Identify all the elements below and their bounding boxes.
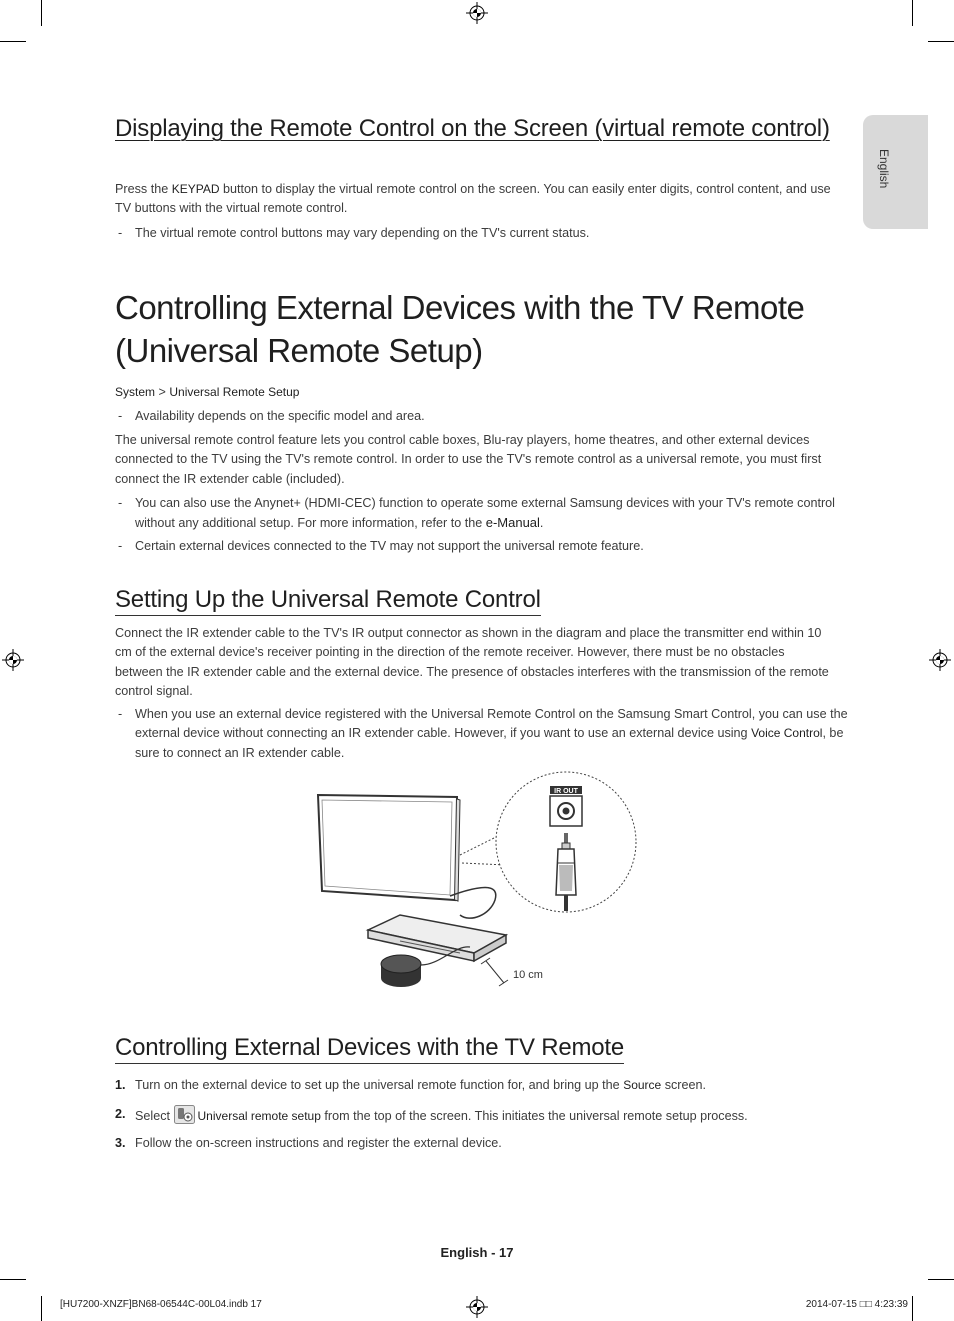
section-heading-controlling-devices: Controlling External Devices with the TV Remote (115, 1034, 624, 1064)
external-device-illustration (368, 915, 506, 961)
ir-out-label: IR OUT (554, 788, 578, 795)
page-number: English - 17 (440, 1245, 514, 1260)
chapter-heading-universal-remote: Controlling External Devices with the TV Remote (Universal Remote Setup) (115, 289, 805, 369)
registration-mark-icon (2, 649, 24, 671)
registration-mark-icon (466, 2, 488, 24)
step-item: 3. Follow the on-screen instructions and register the external device. (115, 1136, 502, 1150)
crop-mark (41, 1296, 42, 1321)
registration-mark-icon (929, 649, 951, 671)
breadcrumb: System > Universal Remote Setup (115, 385, 300, 399)
section-heading-setting-up: Setting Up the Universal Remote Control (115, 586, 541, 616)
keyword-e-manual: e-Manual (485, 515, 540, 531)
step-item: 1. Turn on the external device to set up the universal remote function for, and bring up the Source screen. (115, 1078, 707, 1092)
language-tab-label: English (877, 149, 891, 189)
paragraph-virtual-remote: Press the KEYPAD button to display the virtual remote control on the screen. You can easily enter digits, control content, and use TV buttons with the virtual remote control. (115, 182, 831, 216)
note-virtual-remote: - The virtual remote control buttons may vary depending on the TV's current status. (118, 226, 590, 240)
distance-label: 10 cm (513, 969, 543, 981)
crop-mark (0, 41, 26, 42)
language-tab (863, 115, 928, 229)
note-availability: - Availability depends on the specific model and area. (118, 409, 425, 423)
print-slug-timestamp: 2014-07-15 □□ 4:23:39 (805, 1299, 908, 1310)
crop-mark (41, 0, 42, 26)
ir-extender-diagram (300, 765, 645, 995)
note-voice-control: - When you use an external device registered with the Universal Remote Control on the Samsung Smart Control, you can use the external device without connecting an IR extender cable. However, if you want to use an external device using Voice Control, be sure to connect an IR extender cable. (118, 707, 848, 760)
crop-mark (928, 1279, 954, 1280)
paragraph-universal-remote: The universal remote control feature lets you control cable boxes, Blu-ray players, home theatres, and other external devices connected to the TV using the TV's remote control. In order to use the TV's remote control as a universal remote, you must first connect the IR extender cable (included). (115, 433, 822, 486)
note-anynet: - You can also use the Anynet+ (HDMI-CEC) function to operate some external Samsung devices with your TV's remote control without any additional setup. For more information, refer to the e-Manual. (118, 496, 835, 531)
keyword-voice-control: Voice Control (751, 726, 823, 741)
keyword-universal-remote-setup: Universal remote setup (197, 1109, 321, 1123)
crop-mark (0, 1279, 26, 1280)
step-item: 2. Select Universal remote setup from the top of the screen. This initiates the universal remote setup process. (115, 1107, 748, 1123)
note-unsupported-devices: - Certain external devices connected to the TV may not support the universal remote feature. (118, 539, 644, 553)
keyword-keypad: KEYPAD (171, 182, 220, 196)
registration-mark-icon (466, 1296, 488, 1318)
keyword-source: Source (623, 1078, 662, 1092)
tv-illustration (318, 795, 460, 901)
distance-marker (486, 961, 504, 983)
crop-mark (912, 0, 913, 26)
crop-mark (912, 1296, 913, 1321)
print-slug-file: [HU7200-XNZF]BN68-06544C-00L04.indb 17 (60, 1299, 262, 1310)
paragraph-setting-up: Connect the IR extender cable to the TV's IR output connector as shown in the diagram and place the transmitter end within 10 cm of the external device's receiver pointing in the direction of the remote receiver. However, there must be no obstacles between the IR extender cable and the external device. The presence of obstacles interferes with the transmission of the remote control signal. (115, 626, 829, 698)
ir-transmitter-illustration (381, 955, 421, 987)
section-heading-virtual-remote: Displaying the Remote Control on the Screen (virtual remote control) (115, 115, 830, 142)
crop-mark (928, 41, 954, 42)
universal-remote-setup-icon (174, 1105, 195, 1124)
